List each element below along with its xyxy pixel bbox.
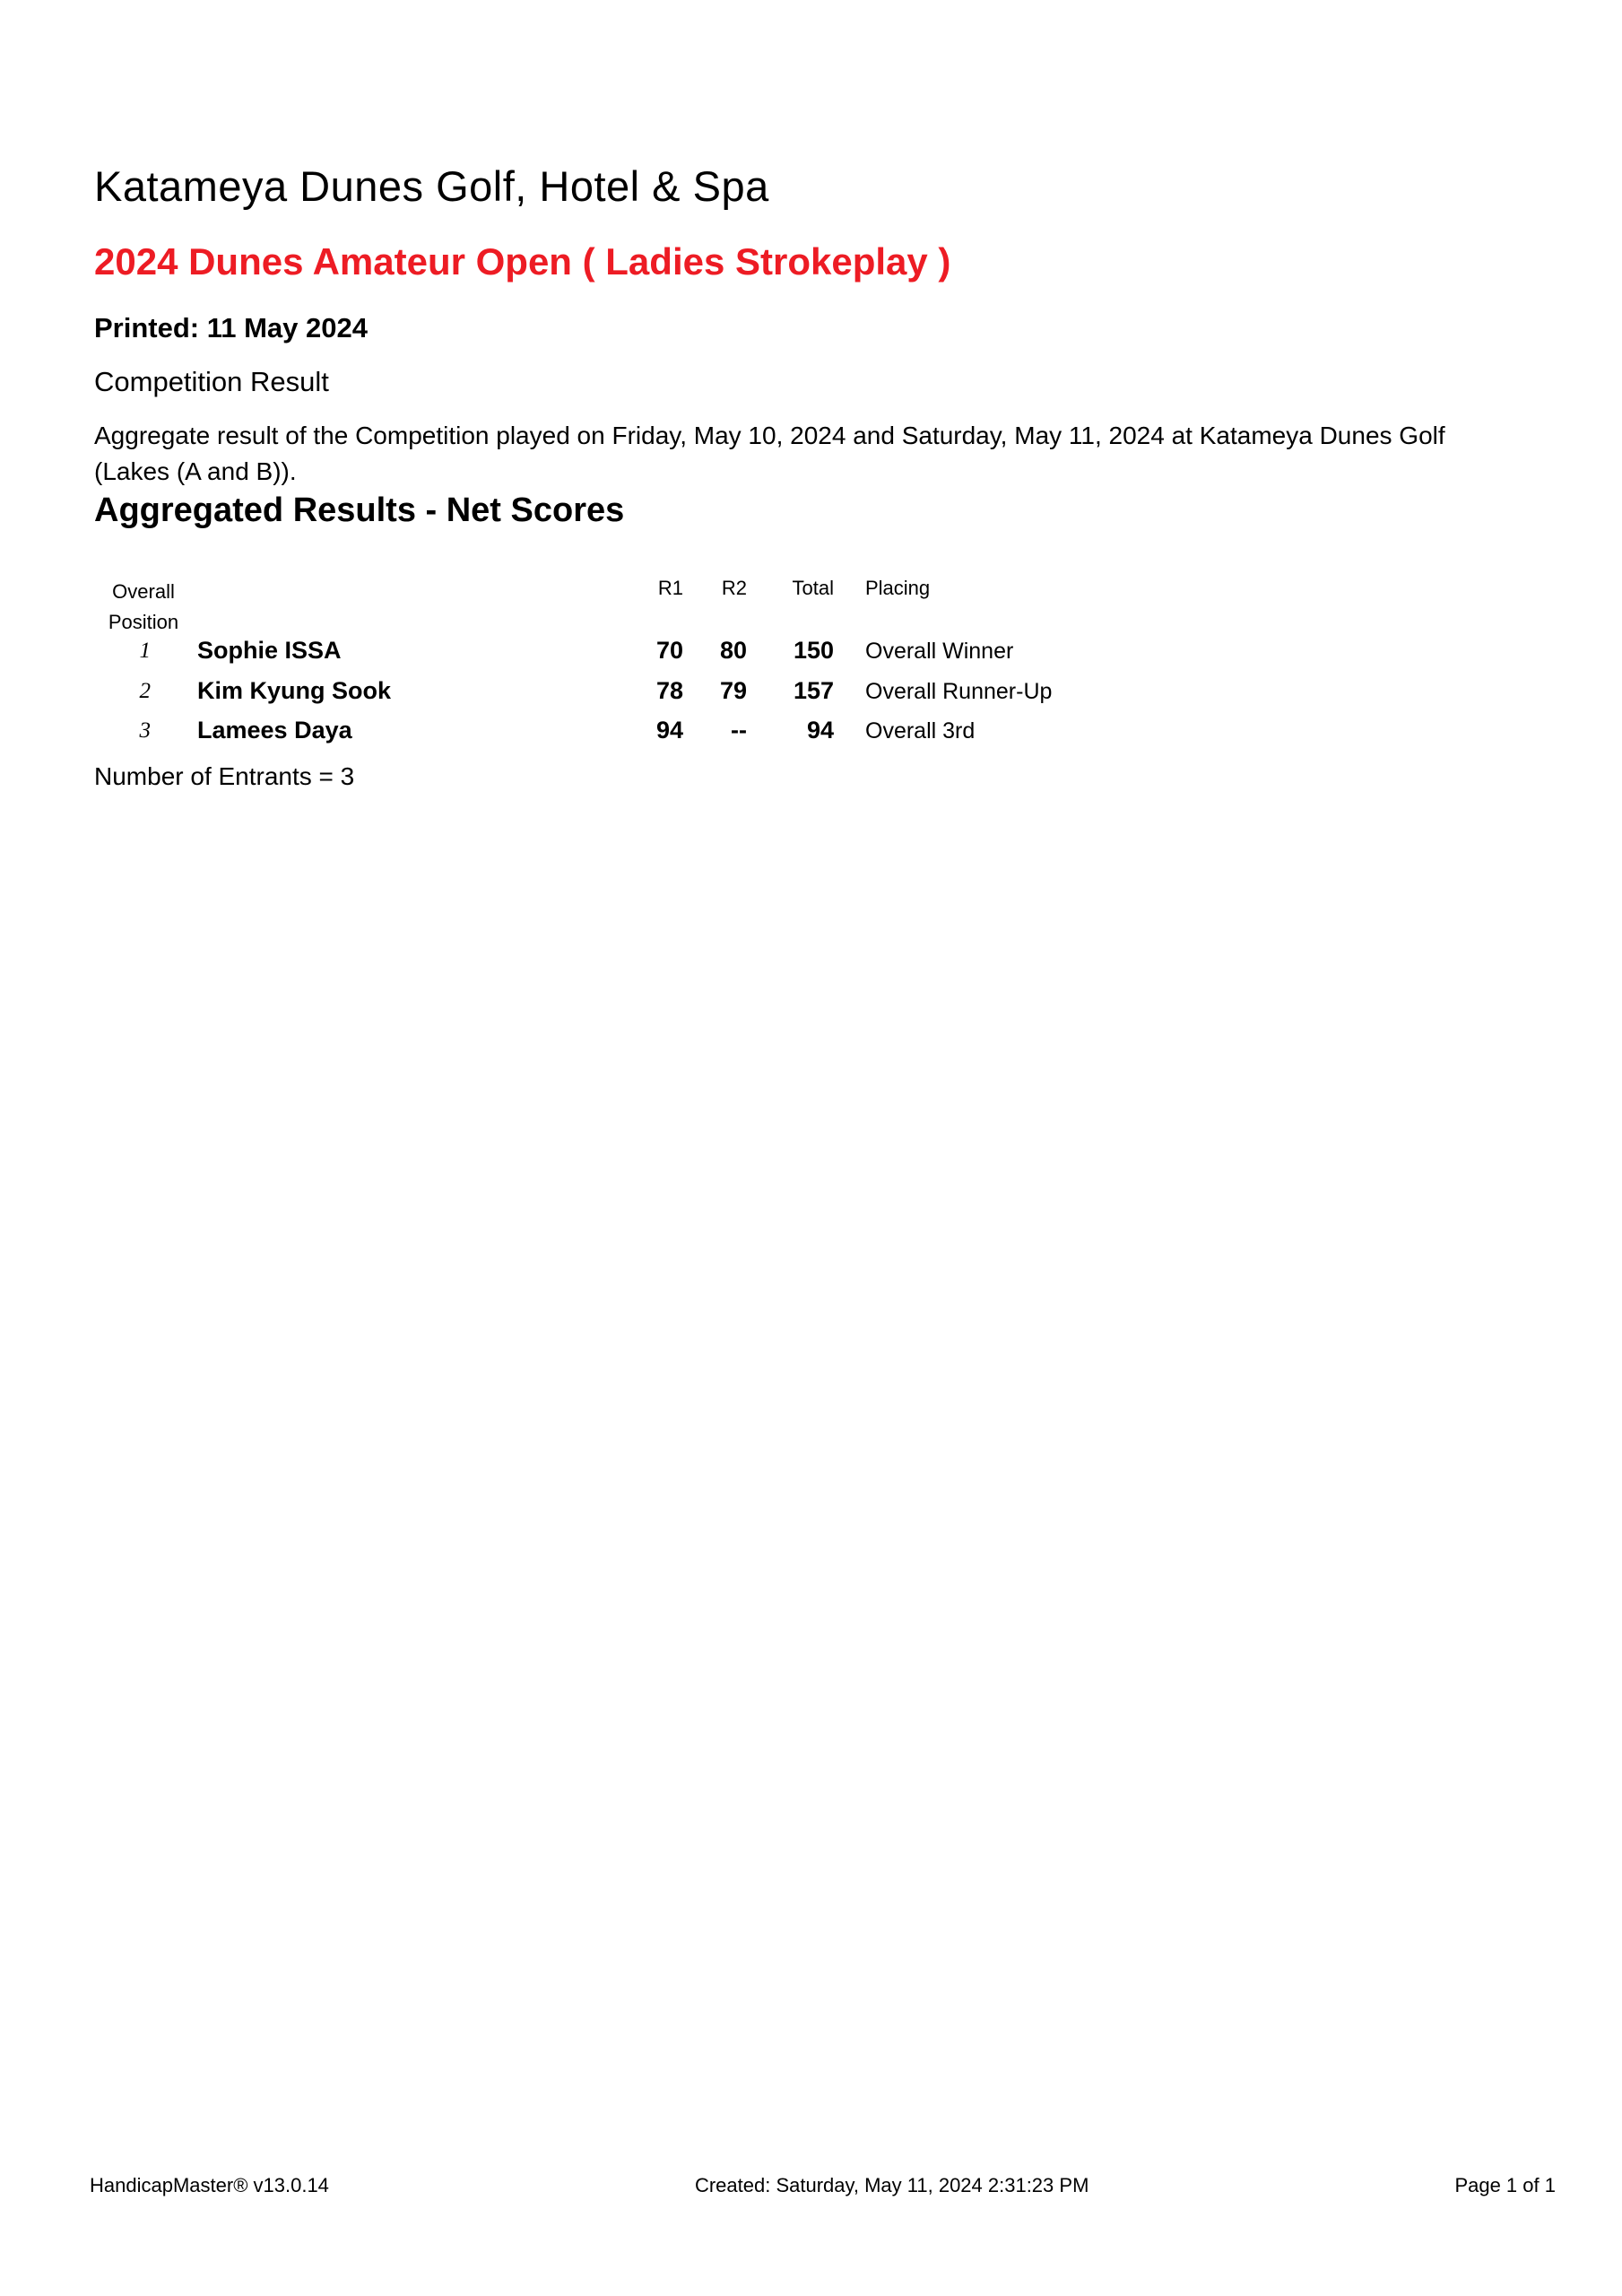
club-name: Katameya Dunes Golf, Hotel & Spa (94, 162, 769, 210)
r1-cell: 94 (655, 717, 683, 744)
header-r1: R1 (657, 577, 683, 599)
position-cell: 3 (139, 718, 151, 743)
page-number: Page 1 of 1 (1454, 2174, 1556, 2196)
total-cell: 150 (793, 637, 834, 664)
app-version: HandicapMaster® v13.0.14 (90, 2174, 329, 2196)
table-row (94, 637, 1529, 673)
header-total: Total (792, 577, 834, 599)
player-name-cell: Sophie ISSA (197, 637, 342, 664)
player-name-cell: Kim Kyung Sook (197, 677, 392, 704)
table-header-row (94, 577, 1529, 633)
competition-title: 2024 Dunes Amateur Open ( Ladies Strokeplay ) (94, 240, 951, 283)
table-row (94, 717, 1529, 752)
footer (90, 2174, 1556, 2197)
position-cell: 2 (139, 679, 151, 703)
created-timestamp: Created: Saturday, May 11, 2024 2:31:23 PM (694, 2174, 1089, 2196)
r2-cell: 79 (719, 677, 747, 704)
results-table (94, 577, 1529, 756)
printed-date: Printed: 11 May 2024 (94, 312, 368, 344)
placing-cell: Overall Winner (865, 639, 1014, 664)
header-position: Position (108, 611, 179, 633)
table-row (94, 677, 1529, 713)
header-overall: Overall (112, 580, 175, 603)
header-overall-position (94, 577, 193, 638)
player-name-cell: Lamees Daya (197, 717, 352, 744)
header-r2: R2 (721, 577, 747, 599)
r1-cell: 70 (655, 637, 683, 664)
header-placing: Placing (865, 577, 931, 599)
placing-cell: Overall Runner-Up (865, 679, 1053, 704)
position-cell: 1 (139, 639, 151, 663)
entrants-count: Number of Entrants = 3 (94, 762, 355, 790)
r1-cell: 78 (655, 677, 683, 704)
competition-description: Aggregate result of the Competition played on Friday, May 10, 2024 and Saturday, May 11, 2024 at Katameya Dunes Golf (Lakes (A and B)). (94, 422, 1445, 485)
total-cell: 157 (793, 677, 834, 704)
report-type: Competition Result (94, 366, 329, 397)
section-heading: Aggregated Results - Net Scores (94, 491, 625, 529)
placing-cell: Overall 3rd (865, 718, 976, 744)
total-cell: 94 (806, 717, 834, 744)
r2-cell: 80 (719, 637, 747, 664)
r2-cell: -- (731, 717, 747, 744)
